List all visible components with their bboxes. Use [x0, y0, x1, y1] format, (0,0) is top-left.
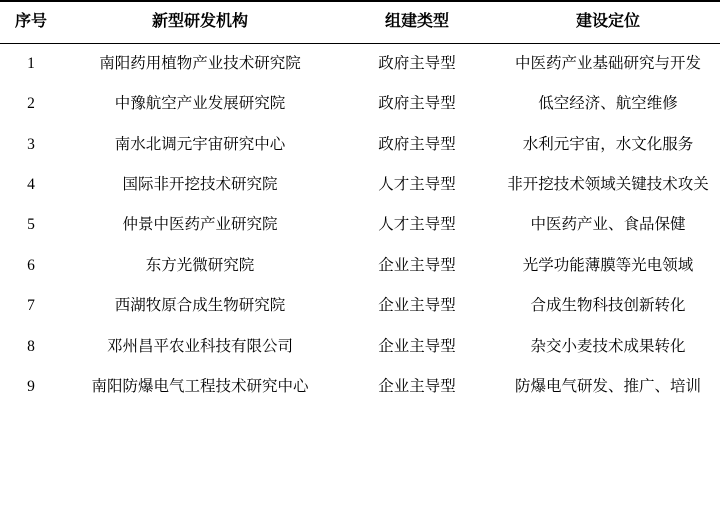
table-row [0, 84, 720, 124]
table-row [0, 367, 720, 407]
table-row [0, 43, 720, 84]
cell-position: 光学功能薄膜等光电领域 [522, 256, 694, 274]
table-body [0, 43, 720, 408]
cell-name: 南阳药用植物产业技术研究院 [99, 54, 301, 72]
cell-type: 政府主导型 [378, 95, 456, 113]
cell-position: 中医药产业基础研究与开发 [514, 54, 701, 72]
table-row [0, 327, 720, 367]
cell-name: 仲景中医药产业研究院 [122, 216, 278, 234]
table-row [0, 205, 720, 245]
cell-no: 2 [27, 95, 35, 113]
cell-no: 7 [27, 297, 35, 315]
cell-no: 9 [27, 378, 35, 396]
cell-no: 5 [27, 216, 35, 234]
cell-name: 南阳防爆电气工程技术研究中心 [91, 378, 309, 396]
cell-type: 人才主导型 [378, 216, 456, 234]
cell-no: 1 [27, 54, 35, 72]
table-row [0, 286, 720, 326]
cell-type: 企业主导型 [378, 256, 456, 274]
cell-position: 防爆电气研发、推广、培训 [514, 378, 701, 396]
cell-no: 6 [27, 256, 35, 274]
cell-position: 非开挖技术领域关键技术攻关 [507, 176, 709, 193]
cell-type: 人才主导型 [378, 176, 456, 193]
cell-position: 杂交小麦技术成果转化 [530, 337, 686, 355]
table-row [0, 165, 720, 205]
cell-no: 8 [27, 337, 35, 355]
cell-name: 邓州昌平农业科技有限公司 [106, 337, 293, 355]
cell-type: 政府主导型 [378, 54, 456, 72]
cell-no: 3 [27, 135, 35, 153]
table-row [0, 125, 720, 165]
table-header-row [0, 1, 720, 43]
cell-type: 政府主导型 [378, 135, 456, 153]
cell-type: 企业主导型 [378, 378, 456, 396]
cell-type: 企业主导型 [378, 337, 456, 355]
column-header-no: 序号 [0, 1, 62, 43]
column-header-type: 组建类型 [338, 1, 496, 43]
cell-name: 西湖牧原合成生物研究院 [114, 297, 286, 315]
cell-position: 水利元宇宙，水文化服务 [522, 135, 694, 153]
column-header-name: 新型研发机构 [62, 1, 338, 43]
table-row [0, 246, 720, 286]
cell-position: 低空经济、航空维修 [538, 95, 678, 113]
table-header [0, 1, 720, 43]
cell-type: 企业主导型 [378, 297, 456, 315]
cell-position: 中医药产业、食品保健 [530, 216, 686, 234]
cell-name: 国际非开挖技术研究院 [122, 176, 278, 193]
cell-name: 南水北调元宇宙研究中心 [114, 135, 286, 153]
column-header-position: 建设定位 [496, 1, 720, 43]
cell-no: 4 [27, 176, 35, 193]
cell-name: 东方光微研究院 [145, 256, 255, 274]
cell-name: 中豫航空产业发展研究院 [114, 95, 286, 113]
cell-position: 合成生物科技创新转化 [530, 297, 686, 315]
